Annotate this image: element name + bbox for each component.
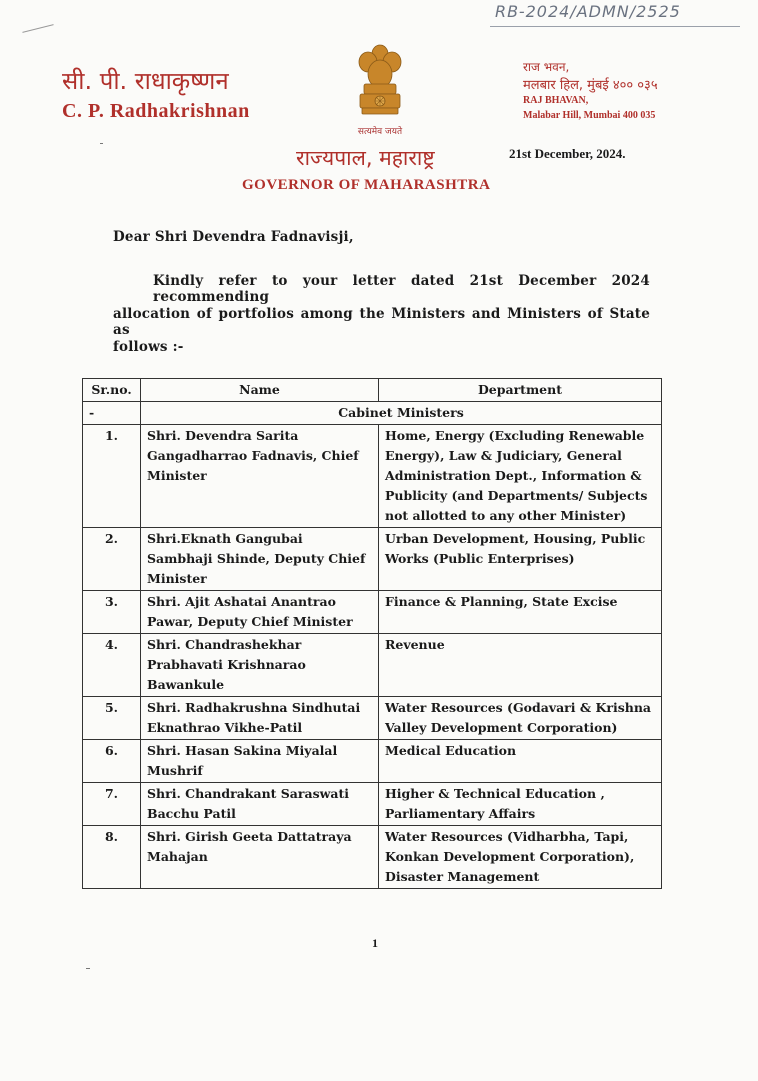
reference-number: RB-2024/ADMN/2525 [495,2,681,21]
paragraph-line-1: Kindly refer to your letter dated 21st December 2024 recommending [153,273,650,305]
row-name: Shri. Devendra Sarita Gangadharrao Fadnavis, Chief Minister [141,425,379,528]
emblem-motto: सत्यमेव जयते [357,127,403,137]
stray-mark [100,143,103,144]
row-department: Home, Energy (Excluding Renewable Energy), Law & Judiciary, General Administration Dept., Information & Publicity (and Departments/ Subjects not allotted to any other Minister) [379,425,662,528]
row-department: Water Resources (Vidharbha, Tapi, Konkan Development Corporation), Disaster Management [379,826,662,889]
address-english-line2: Malabar Hill, Mumbai 400 035 [523,110,656,121]
name-english: C. P. Radhakrishnan [62,100,250,122]
row-name: Shri. Girish Geeta Dattatraya Mahajan [141,826,379,889]
row-name: Shri. Chandrashekhar Prabhavati Krishnarao Bawankule [141,634,379,697]
row-name: Shri.Eknath Gangubai Sambhaji Shinde, Deputy Chief Minister [141,528,379,591]
portfolio-table [82,378,662,889]
row-department: Revenue [379,634,662,697]
salutation: Dear Shri Devendra Fadnavisji, [113,229,354,245]
reference-underline [490,26,740,27]
address-hindi-line1: राज भवन, [523,60,570,74]
table-row [83,826,662,889]
letter-date: 21st December, 2024. [509,146,626,161]
row-department: Finance & Planning, State Excise [379,591,662,634]
table-row [83,425,662,528]
row-name: Shri. Ajit Ashatai Anantrao Pawar, Deputy Chief Minister [141,591,379,634]
paragraph-line-3: follows :- [113,339,184,355]
address-english-line1: RAJ BHAVAN, [523,95,589,106]
address-hindi-line2: मलबार हिल, मुंबई ४०० ०३५ [523,78,658,93]
row-department: Urban Development, Housing, Public Works (Public Enterprises) [379,528,662,591]
row-sr: 5. [83,697,141,740]
section-row [83,402,662,425]
section-label: Cabinet Ministers [141,402,662,425]
page-number: 1 [372,936,378,950]
row-department: Higher & Technical Education , Parliamentary Affairs [379,783,662,826]
title-hindi: राज्यपाल, महाराष्ट्र [296,146,435,170]
header-sr: Sr.no. [83,379,141,402]
row-sr: 3. [83,591,141,634]
row-sr: 4. [83,634,141,697]
header-name: Name [141,379,379,402]
name-hindi: सी. पी. राधाकृष्णन [62,67,229,95]
row-department: Medical Education [379,740,662,783]
row-name: Shri. Hasan Sakina Miyalal Mushrif [141,740,379,783]
table-row [83,591,662,634]
corner-mark [22,24,53,33]
table-header-row [83,379,662,402]
row-sr: 8. [83,826,141,889]
table-row [83,634,662,697]
table-row [83,697,662,740]
paragraph-line-2: allocation of portfolios among the Ministers and Ministers of State as [113,306,650,338]
row-department: Water Resources (Godavari & Krishna Valley Development Corporation) [379,697,662,740]
row-name: Shri. Radhakrushna Sindhutai Eknathrao Vikhe-Patil [141,697,379,740]
table-row [83,783,662,826]
section-dash: - [83,402,141,425]
table-row [83,740,662,783]
stray-mark [86,968,90,969]
state-emblem-icon [348,40,412,136]
row-sr: 1. [83,425,141,528]
row-sr: 7. [83,783,141,826]
row-sr: 2. [83,528,141,591]
table-row [83,528,662,591]
header-department: Department [379,379,662,402]
row-name: Shri. Chandrakant Saraswati Bacchu Patil [141,783,379,826]
title-english: GOVERNOR OF MAHARASHTRA [242,177,491,193]
row-sr: 6. [83,740,141,783]
